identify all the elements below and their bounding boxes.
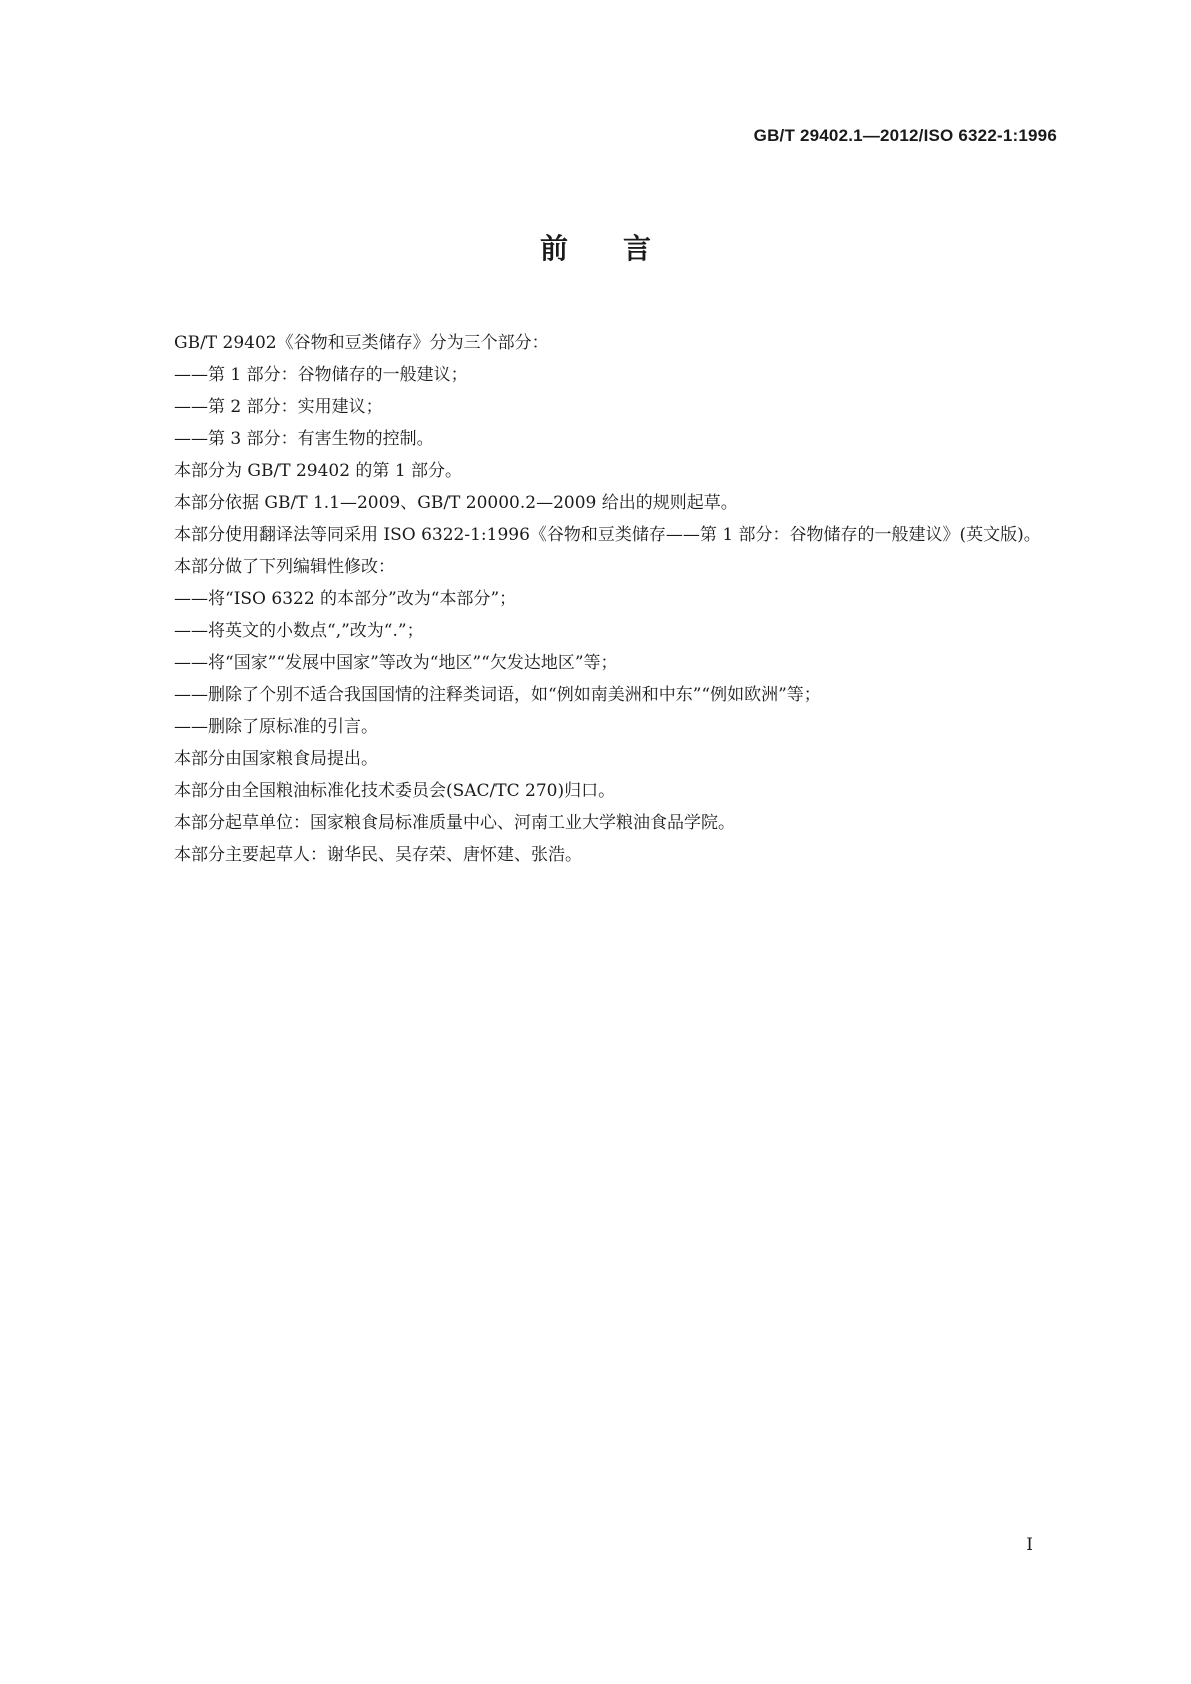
- paragraph-translation-method: 本部分使用翻译法等同采用 ISO 6322-1:1996《谷物和豆类储存——第 1 部分：谷物储存的一般建议》(英文版)。: [174, 525, 1041, 545]
- standard-code-header: GB/T 29402.1—2012/ISO 6322-1:1996: [753, 126, 1057, 145]
- paragraph-proposer: 本部分由国家粮食局提出。: [174, 749, 378, 769]
- paragraph-committee: 本部分由全国粮油标准化技术委员会(SAC/TC 270)归口。: [174, 781, 616, 801]
- page-title: 前言: [539, 232, 706, 265]
- list-item-edit-2: ——将英文的小数点“,”改为“.”；: [174, 621, 424, 641]
- list-item-edit-5: ——删除了原标准的引言。: [174, 717, 378, 737]
- paragraph-part-statement: 本部分为 GB/T 29402 的第 1 部分。: [174, 461, 463, 481]
- paragraph-series-intro: GB/T 29402《谷物和豆类储存》分为三个部分：: [174, 333, 549, 353]
- list-item-part-3: ——第 3 部分：有害生物的控制。: [174, 429, 434, 449]
- list-item-edit-4: ——删除了个别不适合我国国情的注释类词语，如“例如南美洲和中东”“例如欧洲”等；: [174, 685, 821, 705]
- page-number: I: [1026, 1535, 1033, 1555]
- paragraph-drafting-units: 本部分起草单位：国家粮食局标准质量中心、河南工业大学粮油食品学院。: [174, 813, 735, 833]
- list-item-edit-1: ——将“ISO 6322 的本部分”改为“本部分”；: [174, 589, 517, 609]
- foreword-body: [134, 327, 1058, 871]
- paragraph-drafters: 本部分主要起草人：谢华民、吴存荣、唐怀建、张浩。: [174, 845, 582, 865]
- paragraph-edits-intro: 本部分做了下列编辑性修改：: [174, 557, 395, 577]
- list-item-edit-3: ——将“国家”“发展中国家”等改为“地区”“欠发达地区”等；: [174, 653, 618, 673]
- list-item-part-2: ——第 2 部分：实用建议；: [174, 397, 383, 417]
- list-item-part-1: ——第 1 部分：谷物储存的一般建议；: [174, 365, 468, 385]
- paragraph-drafting-rules: 本部分依据 GB/T 1.1—2009、GB/T 20000.2—2009 给出的规则起草。: [174, 493, 738, 513]
